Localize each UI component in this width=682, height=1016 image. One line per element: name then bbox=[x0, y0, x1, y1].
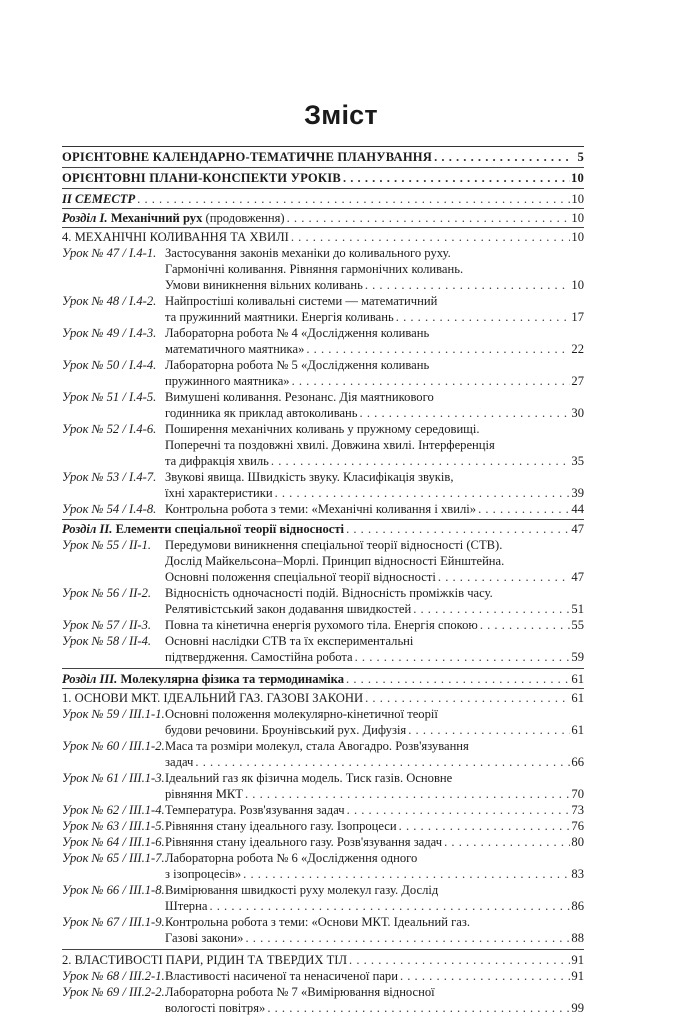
toc-entry-lesson[interactable]: Урок № 56 / II-2. Відносність одночасності подій. Відносність проміжків часу. Релятивістський закон додавання швидкостей . . . 51 bbox=[62, 585, 584, 617]
toc-entry-lesson[interactable]: Урок № 64 / III.1-6. Рівняння стану ідеального газу. Розв'язування задач . . . 80 bbox=[62, 834, 584, 850]
toc-entry-lesson[interactable]: Урок № 52 / І.4-6. Поширення механічних коливань у пружному середовищі. Поперечні та поздовжні хвилі. Довжина хвилі. Інтерференція та дифракція хвиль . . . 35 bbox=[62, 421, 584, 469]
toc-entry-lesson[interactable]: Урок № 50 / І.4-4. Лабораторна робота № 5 «Дослідження коливань пружинного маятника» . . . 27 bbox=[62, 357, 584, 389]
divider bbox=[62, 167, 584, 168]
toc-entry-lesson[interactable]: Урок № 58 / II-4. Основні наслідки СТВ та їх експериментальні підтвердження. Самостійна робота . . . 59 bbox=[62, 633, 584, 665]
toc-entry-lesson[interactable]: Урок № 67 / III.1-9. Контрольна робота з теми: «Основи МКТ. Ідеальний газ. Газові закони» . . . 88 bbox=[62, 914, 584, 946]
toc-entry-lesson[interactable]: Урок № 49 / І.4-3. Лабораторна робота № 4 «Дослідження коливань математичного маятника» . . . 22 bbox=[62, 325, 584, 357]
toc-entry-planning[interactable]: ОРІЄНТОВНЕ КАЛЕНДАРНО-ТЕМАТИЧНЕ ПЛАНУВАННЯ . . . 5 bbox=[62, 149, 584, 165]
toc-entry-lesson[interactable]: Урок № 59 / III.1-1. Основні положення молекулярно-кінетичної теорії будови речовини. Броунівський рух. Дифузія . . . 61 bbox=[62, 706, 584, 738]
toc-entry-lesson[interactable]: Урок № 61 / III.1-3. Ідеальний газ як фізична модель. Тиск газів. Основне рівняння МКТ . . . 70 bbox=[62, 770, 584, 802]
toc-entry-lesson[interactable]: Урок № 55 / II-1. Передумови виникнення спеціальної теорії відносності (СТВ). Дослід Майкельсона–Морлі. Принцип відносності Ейнштейна. Основні положення спеціальної теорії відносності . . . 47 bbox=[62, 537, 584, 585]
toc-entry-topic-4[interactable]: 4. МЕХАНІЧНІ КОЛИВАННЯ ТА ХВИЛІ . . . 10 bbox=[62, 229, 584, 245]
toc-entry-topic-2[interactable]: 2. ВЛАСТИВОСТІ ПАРИ, РІДИН ТА ТВЕРДИХ ТІЛ . . . 91 bbox=[62, 952, 584, 968]
divider bbox=[62, 146, 584, 147]
divider bbox=[62, 519, 584, 520]
toc-entry-lesson[interactable]: Урок № 47 / І.4-1. Застосування законів механіки до коливального руху. Гармонічні коливання. Рівняння гармонічних коливань. Умови виникнення вільних коливань . . . 10 bbox=[62, 245, 584, 293]
divider bbox=[62, 668, 584, 669]
divider bbox=[62, 949, 584, 950]
toc-entry-lesson[interactable]: Урок № 53 / І.4-7. Звукові явища. Швидкість звуку. Класифікація звуків, їхні характеристики . . . 39 bbox=[62, 469, 584, 501]
toc-entry-lesson[interactable]: Урок № 66 / III.1-8. Вимірювання швидкості руху молекул газу. Дослід Штерна . . . 86 bbox=[62, 882, 584, 914]
lessons-group-1 bbox=[62, 245, 584, 517]
toc-entry-semester[interactable]: II СЕМЕСТР . . . 10 bbox=[62, 191, 584, 207]
divider bbox=[62, 227, 584, 228]
divider bbox=[62, 188, 584, 189]
lessons-group-4 bbox=[62, 968, 584, 1016]
toc-entry-lesson[interactable]: Урок № 65 / III.1-7. Лабораторна робота № 6 «Дослідження одного з ізопроцесів» . . . 83 bbox=[62, 850, 584, 882]
toc-entry-section-3[interactable]: Розділ III. Молекулярна фізика та термодинаміка . . . 61 bbox=[62, 671, 584, 687]
toc-entry-lesson[interactable]: Урок № 57 / II-3. Повна та кінетична енергія рухомого тіла. Енергія спокою . . . 55 bbox=[62, 617, 584, 633]
toc-entry-lesson[interactable]: Урок № 69 / III.2-2. Лабораторна робота № 7 «Вимірювання відносної вологості повітря» . . . 99 bbox=[62, 984, 584, 1016]
toc-entry-topic-1[interactable]: 1. ОСНОВИ МКТ. ІДЕАЛЬНИЙ ГАЗ. ГАЗОВІ ЗАКОНИ . . . 61 bbox=[62, 690, 584, 706]
toc-entry-section-2[interactable]: Розділ II. Елементи спеціальної теорії відносності . . . 47 bbox=[62, 521, 584, 537]
toc-entry-lesson[interactable]: Урок № 68 / III.2-1. Властивості насиченої та ненасиченої пари . . . 91 bbox=[62, 968, 584, 984]
toc-entry-lesson[interactable]: Урок № 51 / І.4-5. Вимушені коливання. Резонанс. Дія маятникового годинника як приклад автоколивань . . . 30 bbox=[62, 389, 584, 421]
toc-entry-lesson[interactable]: Урок № 54 / І.4-8. Контрольна робота з теми: «Механічні коливання і хвилі» . . . 44 bbox=[62, 501, 584, 517]
page-title: Зміст bbox=[304, 100, 378, 130]
toc-entry-lesson[interactable]: Урок № 63 / III.1-5. Рівняння стану ідеального газу. Ізопроцеси . . . 76 bbox=[62, 818, 584, 834]
toc-entry-lesson-plans[interactable]: ОРІЄНТОВНІ ПЛАНИ-КОНСПЕКТИ УРОКІВ . . . 10 bbox=[62, 170, 584, 186]
toc-entry-section-1[interactable]: Розділ I. Механічний рух (продовження) . . . 10 bbox=[62, 210, 584, 226]
toc-entry-lesson[interactable]: Урок № 62 / III.1-4. Температура. Розв'язування задач . . . 73 bbox=[62, 802, 584, 818]
toc-entry-lesson[interactable]: Урок № 60 / III.1-2. Маса та розміри молекул, стала Авогадро. Розв'язування задач . . . 66 bbox=[62, 738, 584, 770]
table-of-contents bbox=[62, 146, 584, 1016]
divider bbox=[62, 208, 584, 209]
divider bbox=[62, 688, 584, 689]
lessons-group-2 bbox=[62, 537, 584, 665]
toc-entry-lesson[interactable]: Урок № 48 / І.4-2. Найпростіші коливальні системи — математичний та пружинний маятники. Енергія коливань . . . 17 bbox=[62, 293, 584, 325]
lessons-group-3 bbox=[62, 706, 584, 946]
